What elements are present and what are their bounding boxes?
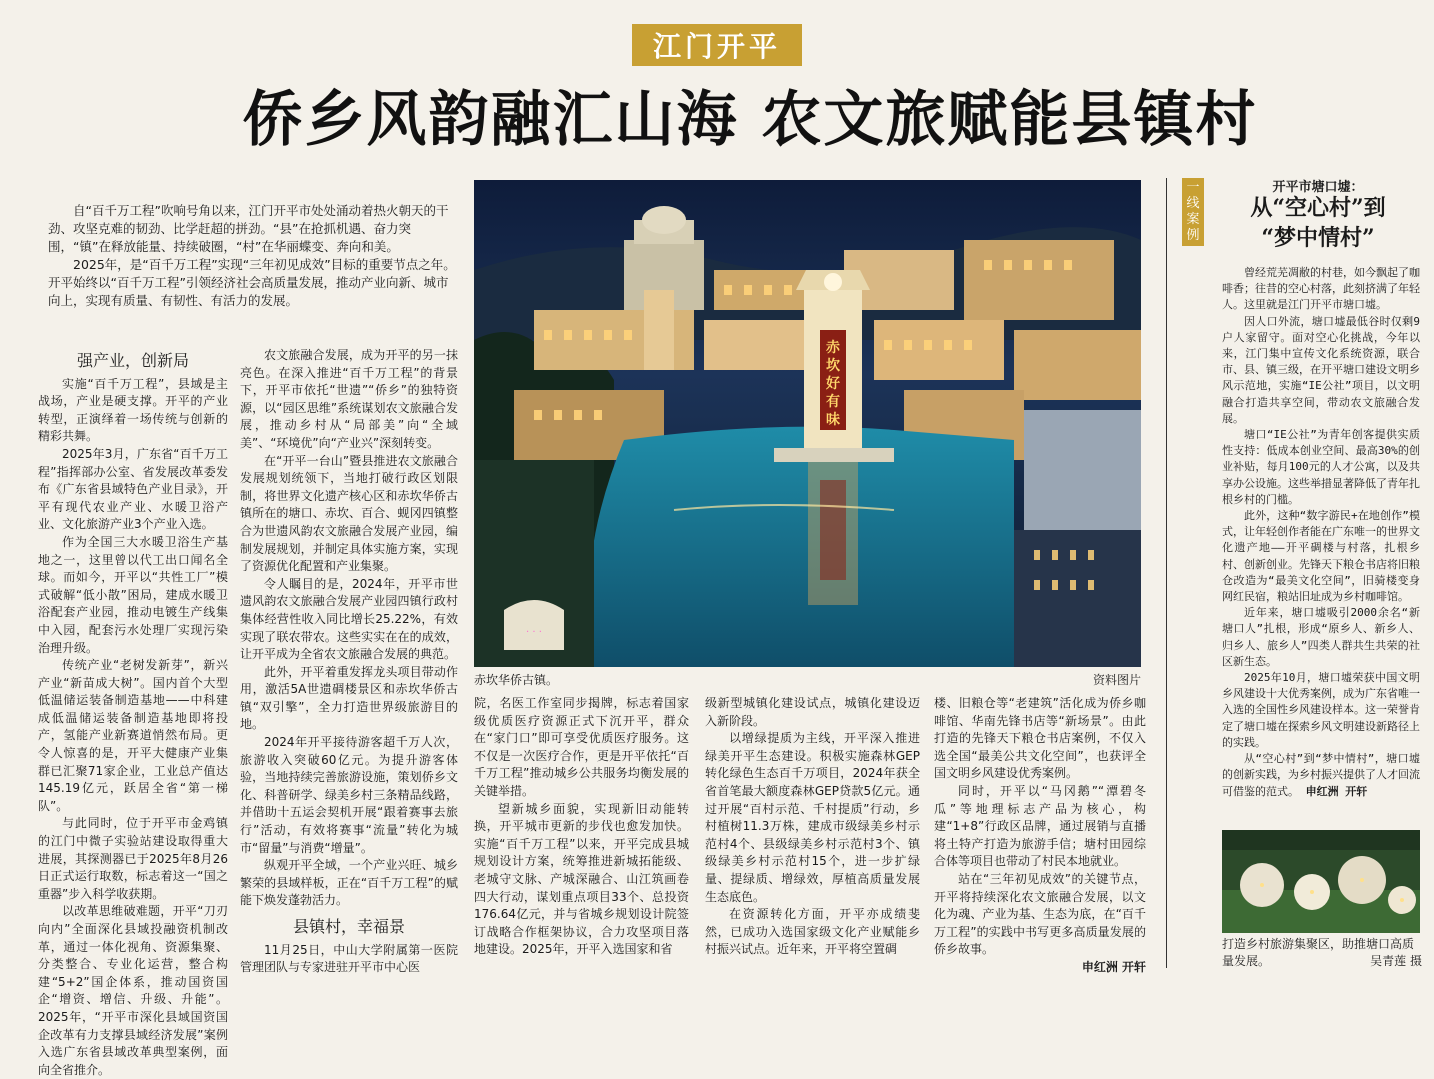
section-heading: 强产业，创新局 xyxy=(76,351,189,370)
paragraph: 作为全国三大水暖卫浴生产基地之一，这里曾以代工出口闻名全球。而如今，开平以“共性工厂”模式破解“低小散”困局，建成水暖卫浴配套产业园，推动电镀生产线集中入园，配套污水处理厂实现污染治理升级。 xyxy=(38,534,228,655)
sidebar-title xyxy=(1212,193,1424,253)
paragraph: 农文旅融合发展，成为开平的另一抹亮色。在深入推进“百千万工程”的背景下，开平市依托“世遗”“侨乡”的独特资源，以“园区思维”系统谋划农文旅融合发展，推动乡村从“局部美”向“全域美”、“环境优”向“产业兴”深刻转变。 xyxy=(240,348,458,450)
tower-sign-char: 赤 xyxy=(826,340,840,356)
sidebar-tag-char: 案 xyxy=(1186,212,1200,227)
sidebar-paragraph: 因人口外流，塘口墟最低谷时仅剩9户人家留守。面对空心化挑战，今年以来，江门集中宣传文化系统资源，联合市、县、镇三级，在开平塘口建设文明乡风示范地，实施“IE公社”项目，以文明融合打造共享空间，带动农文旅融合发展。 xyxy=(1222,314,1420,425)
sidebar-paragraph: 近年来，塘口墟吸引2000余名“新塘口人”扎根，形成“原乡人、新乡人、归乡人、旅乡人”四类人群共生共荣的社区新生态。 xyxy=(1222,606,1420,668)
paragraph: 传统产业“老树发新芽”，新兴产业“新苗成大树”。国内首个大型低温储运装备制造基地——中科建成低温储运装备制造基地即将投产，氢能产业新赛道悄然布局。更令人惊喜的是，开平大健康产业集群已汇聚71家企业，工业总产值达145.19亿元，跃居全省“第一梯队”。 xyxy=(38,658,228,813)
photo-credit: 资料图片 xyxy=(1092,673,1141,687)
article-column-1 xyxy=(38,352,228,1079)
tower-sign-char: 坎 xyxy=(826,358,840,374)
photo-caption-row xyxy=(474,671,1141,688)
paragraph: 纵观开平全域，一个产业兴旺、城乡繁荣的县域样板，正在“百千万工程”的赋能下焕发蓬勃活力。 xyxy=(240,858,458,908)
tower-sign-char: 味 xyxy=(826,412,840,428)
sidebar-tag-char: 线 xyxy=(1186,196,1200,211)
paragraph: 站在“三年初见成效”的关键节点，开平将持续深化农文旅融合发展，以文化为魂、产业为基、生态为底，在“百千万工程”的实践中书写更多高质量发展的侨乡故事。 xyxy=(934,871,1146,957)
article-column-4 xyxy=(705,695,920,959)
paragraph: 同时，开平以“马冈鹅”“潭碧冬瓜”等地理标志产品为核心，构建“1+8”行政区品牌，通过展销与直播将土特产打造为旅游手信；塘村田园综合体等项目也带动了村民本地就业。 xyxy=(934,783,1146,869)
section-kicker: 江门开平 xyxy=(632,24,802,66)
sidebar-paragraph: 曾经荒芜凋敝的村巷，如今飘起了咖啡香；往昔的空心村落，此刻挤满了年轻人。这里就是江门开平市塘口墟。 xyxy=(1222,266,1420,312)
column-divider xyxy=(1166,178,1167,968)
tower-sign-char: 好 xyxy=(826,376,840,392)
night-town-illustration xyxy=(474,180,1141,667)
sidebar-title-line: 从“空心村”到 xyxy=(1250,195,1386,221)
svg-text:· · ·: · · · xyxy=(526,627,542,638)
sidebar-photo-caption xyxy=(1222,936,1422,970)
lead-paragraph: 自“百千万工程”吹响号角以来，江门开平市处处涌动着热火朝天的干劲、攻坚克难的韧劲、比学赶超的拼劲。“县”在抢抓机遇、奋力突围，“镇”在释放能量、持续破圈，“村”在华丽蝶变、奔向和美。 xyxy=(48,203,449,254)
paragraph: 楼、旧粮仓等“老建筑”活化成为侨乡咖啡馆、华南先锋书店等“新场景”。由此打造的先锋天下粮仓书店案例，不仅入选全国“最美公共文化空间”，也获评全国文明乡风建设优秀案例。 xyxy=(934,696,1146,781)
sidebar-paragraph xyxy=(1222,751,1420,800)
paragraph: 2024年开平接待游客超千万人次，旅游收入突破60亿元。为提升游客体验，当地持续完善旅游设施，策划侨乡文化、科普研学、绿美乡村三条精品线路，并借助十五运会契机开展“跟着赛事去旅行”活动，有效将赛事“流量”转化为城市“留量”与消费“增量”。 xyxy=(240,735,458,855)
sidebar-byline: 申红洲 开轩 xyxy=(1305,784,1368,798)
paragraph: 2025年3月，广东省“百千万工程”指挥部办公室、省发展改革委发布《广东省县域特色产业目录》，开平有现代农业产业、水暖卫浴产业、文化旅游产业3个产业入选。 xyxy=(38,446,228,532)
main-photo xyxy=(474,180,1141,667)
paragraph: 望新城乡面貌，实现新旧动能转换，开平城市更新的步伐也愈发加快。实施“百千万工程”以来，开平完成县城规划设计方案，统筹推进新城拓能级、老城守文脉、产城深融合、山江筑画卷四大行动，谋划重点项目33个、总投资176.64亿元，并与省城乡规划设计院签订战略合作框架协议，合力攻坚项目落地建设。2025年，开平入选国家和省 xyxy=(474,801,689,957)
paragraph: 在资源转化方面，开平亦成绩斐然，已成功入选国家级文化产业赋能乡村振兴试点。近年来，开平将空置碉 xyxy=(705,907,920,957)
article-column-5 xyxy=(934,695,1146,977)
sidebar-paragraph: 2025年10月，塘口墟荣获中国文明乡风建设十大优秀案例，成为广东省唯一入选的全国性乡风建设样本。这一荣誉肯定了塘口墟在探索乡风文明建设新路径上的实践。 xyxy=(1222,671,1420,749)
paragraph: 在“开平一台山”暨县推进农文旅融合发展规划统领下，当地打破行政区划限制，将世界文化遗产核心区和赤坎华侨古镇所在的塘口、赤坎、百合、蚬冈四镇整合为世遗风韵农文旅融合发展产业园，编制发展规划，并制定具体实施方案，实现了资源优化配置和产业集聚。 xyxy=(240,453,458,574)
paragraph: 院，名医工作室同步揭牌，标志着国家级优质医疗资源正式下沉开平，群众在“家门口”即可享受优质医疗服务。这不仅是一次医疗合作，更是开平依托“百千万工程”推动城乡公共服务均衡发展的关键举措。 xyxy=(474,696,689,798)
sidebar-caption-text: 打造乡村旅游集聚区，助推塘口高质量发展。 xyxy=(1222,937,1415,968)
headline: 侨乡风韵融汇山海 农文旅赋能县镇村 xyxy=(242,85,1258,155)
paragraph: 令人瞩目的是，2024年，开平市世遗风韵农文旅融合发展产业园四镇行政村集体经营性收入同比增长25.22%，有效实现了联农带农。这些实实在在的成效，让开平成为全省农文旅融合发展的典范。 xyxy=(240,576,458,662)
sidebar-tag-char: 一 xyxy=(1186,180,1200,195)
paragraph: 以增绿提质为主线，开平深入推进绿美开平生态建设。积极实施森林GEP转化绿色生态百千万项目，2024年获全省首笔最大额度森林GEP贷款5亿元。通过开展“百村示范、千村提质”行动，乡村植树11.3万株，建成市级绿美乡村示范村4个、县级绿美乡村示范村3个、镇级绿美乡村示范村15个，进一步扩绿量、提绿质、增绿效，厚植高质量发展生态底色。 xyxy=(705,731,920,904)
sidebar-paragraph: 塘口“IE公社”为青年创客提供实质性支持：低成本创业空间、最高30%的创业补贴，每月100元的人才公寓，以及共享办公设施。这些举措显著降低了青年扎根乡村的门槛。 xyxy=(1222,428,1420,506)
article-column-3 xyxy=(474,695,689,959)
byline-text: 申红洲 开轩 xyxy=(1081,959,1146,974)
byline xyxy=(934,959,1146,977)
article-column-2 xyxy=(240,347,458,977)
paragraph: 与此同时，位于开平市金鸡镇的江门中微子实验站建设取得重大进展，其探测器已于2025年8月26日正式运行取数，标志着这一“国之重器”步入科学收获期。 xyxy=(38,816,228,901)
paragraph: 级新型城镇化建设试点，城镇化建设迈入新阶段。 xyxy=(705,696,920,728)
section-heading: 县镇村，幸福景 xyxy=(292,917,405,936)
sidebar-paragraph-text: 从“空心村”到“梦中情村”，塘口墟的创新实践，为乡村振兴提供了人才回流可借鉴的范式。 xyxy=(1222,752,1420,798)
lead-paragraphs xyxy=(48,202,460,310)
paragraph: 实施“百千万工程”，县域是主战场，产业是硬支撑。开平的产业转型，正演绎着一场传统与创新的精彩共舞。 xyxy=(38,376,228,444)
sidebar-tag xyxy=(1182,178,1204,246)
sidebar-title-line: “梦中情村” xyxy=(1261,225,1375,251)
village-aerial-illustration xyxy=(1222,830,1420,933)
sidebar-photo xyxy=(1222,830,1420,933)
sidebar-body xyxy=(1222,265,1420,800)
photo-caption: 赤坎华侨古镇。 xyxy=(474,673,559,687)
sidebar-photo-credit: 吴青莲 摄 xyxy=(1370,954,1422,968)
paragraph: 以改革思维破难题，开平“刀刃向内”全面深化县域投融资机制改革，通过一体化视角、资源集聚、分类整合、专业化运营，整合构建“5+2”国企体系，推动国资国企“增资、增信、升级、升能”。2025年，“开平市深化县域国资国企改革有力支撑县域经济发展”案例入选广东省县域改革典型案例，面向全省推介。 xyxy=(38,904,228,1077)
sidebar-label: 开平市塘口墟： xyxy=(1272,180,1364,195)
lead-paragraph: 2025年，是“百千万工程”实现“三年初见成效”目标的重要节点之年。开平始终以“百千万工程”引领经济社会高质量发展，推动产业向新、城市向上，实现有质量、有韧性、有活力的发展。 xyxy=(48,257,456,308)
paragraph: 11月25日，中山大学附属第一医院管理团队与专家进驻开平市中心医 xyxy=(240,942,458,975)
paragraph: 此外，开平着重发挥龙头项目带动作用，激活5A世遗碉楼景区和赤坎华侨古镇“双引擎”，全力打造世界级旅游目的地。 xyxy=(240,664,458,732)
sidebar-paragraph: 此外，这种“数字游民+在地创作”模式，让年轻创作者能在广东唯一的世界文化遗产地——开平碉楼与村落，扎根乡村、创新创业。先锋天下粮仓书店将旧粮仓改造为“最美文化空间”，旧骑楼变身网红民宿，粮站旧址成为乡村咖啡馆。 xyxy=(1222,509,1420,604)
sidebar-tag-char: 例 xyxy=(1186,228,1200,243)
tower-sign-char: 有 xyxy=(826,394,840,410)
